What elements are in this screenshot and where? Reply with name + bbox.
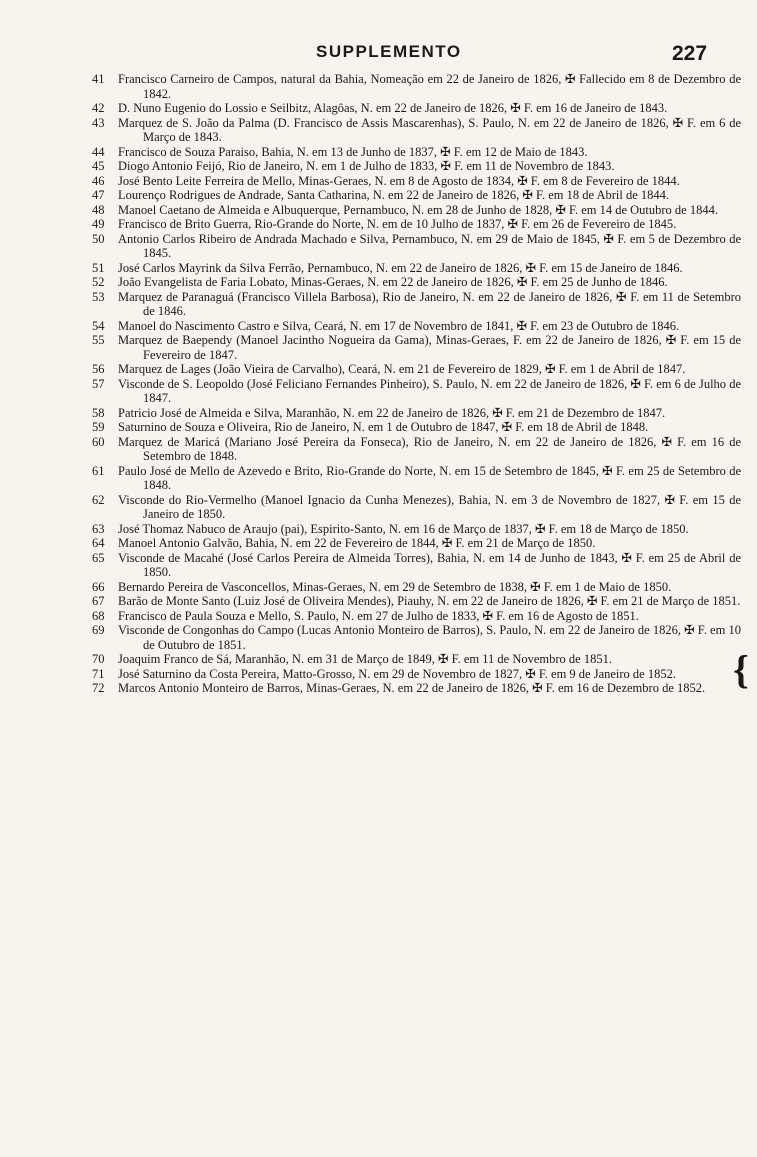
entry-number: 72 [92, 681, 105, 695]
entry-text: Marquez de Baependy (Manoel Jacintho Nogueira da Gama), Minas-Geraes, F. em 22 de Janeiro de 1826, ✠ F. em 15 de Fevereiro de 1847. [118, 333, 741, 362]
entry-number: 52 [92, 275, 105, 289]
entry-number: 41 [92, 72, 105, 86]
entry-number: 68 [92, 608, 105, 623]
entry-text: Barão de Monte Santo (Luiz José de Oliveira Mendes), Piauhy, N. em 22 de Janeiro de 1826, ✠ F. em 21 de Março de 1851. [118, 594, 741, 608]
entry-text: José Thomaz Nabuco de Araujo (pai), Espirito-Santo, N. em 16 de Março de 1837, ✠ F. em 18 de Março de 1850. [118, 521, 689, 536]
entry-text: Visconde de S. Leopoldo (José Feliciano Fernandes Pinheiro), S. Paulo, N. em 22 de Janeiro de 1826, ✠ F. em 6 de Julho de 1847. [118, 376, 741, 405]
list-item [0, 493, 757, 522]
entry-number: 70 [92, 652, 105, 666]
entry-text: Francisco Carneiro de Campos, natural da Bahia, Nomeação em 22 de Janeiro de 1826, ✠ Fallecido em 8 de Dezembro de 1842. [118, 72, 741, 101]
list-item [0, 377, 757, 406]
list-item [0, 101, 757, 116]
entry-number: 71 [92, 666, 105, 681]
entry-text: José Saturnino da Costa Pereira, Matto-Grosso, N. em 29 de Novembro de 1827, ✠ F. em 9 de Janeiro de 1852. [118, 666, 676, 681]
entry-number: 46 [92, 173, 105, 188]
entry-text: Antonio Carlos Ribeiro de Andrada Machado e Silva, Pernambuco, N. em 29 de Maio de 1845, ✠ F. em 5 de Dezembro de 1845. [118, 231, 741, 260]
entry-text: José Carlos Mayrink da Silva Ferrão, Pernambuco, N. em 22 de Janeiro de 1826, ✠ F. em 15 de Janeiro de 1846. [118, 260, 683, 275]
list-item [0, 551, 757, 580]
entry-text: João Evangelista de Faria Lobato, Minas-Geraes, N. em 22 de Janeiro de 1826, ✠ F. em 25 de Junho de 1846. [118, 275, 668, 289]
entry-text: Marquez de Maricá (Mariano José Pereira da Fonseca), Rio de Janeiro, N. em 22 de Janeiro de 1826, ✠ F. em 16 de Setembro de 1848. [118, 434, 741, 463]
entry-number: 55 [92, 333, 105, 347]
list-item [0, 174, 757, 189]
list-item [0, 261, 757, 276]
entry-text: Marquez de Lages (João Vieira de Carvalho), Ceará, N. em 21 de Fevereiro de 1829, ✠ F. em 1 de Abril de 1847. [118, 362, 686, 376]
list-item [0, 333, 757, 362]
list-item [0, 145, 757, 160]
list-item [0, 275, 757, 290]
entry-text: D. Nuno Eugenio do Lossio e Seilbitz, Alagôas, N. em 22 de Janeiro de 1826, ✠ F. em 16 de Janeiro de 1843. [118, 101, 668, 115]
entry-text: Manoel do Nascimento Castro e Silva, Ceará, N. em 17 de Novembro de 1841, ✠ F. em 23 de Outubro de 1846. [118, 318, 680, 333]
entry-text: Saturnino de Souza e Oliveira, Rio de Janeiro, N. em 1 de Outubro de 1847, ✠ F. em 18 de Abril de 1848. [118, 420, 649, 434]
entry-text: Visconde de Congonhas do Campo (Lucas Antonio Monteiro de Barros), S. Paulo, N. em 22 de Janeiro de 1826, ✠ F. em 10 de Outubro de 1851. [118, 623, 741, 652]
entry-text: Diogo Antonio Feijó, Rio de Janeiro, N. em 1 de Julho de 1833, ✠ F. em 11 de Novembro de 1843. [118, 159, 615, 173]
entry-number: 60 [92, 434, 105, 449]
entry-number: 48 [92, 202, 105, 217]
entry-text: Marquez de S. João da Palma (D. Francisco de Assis Mascarenhas), S. Paulo, N. em 22 de Janeiro de 1826, ✠ F. em 6 de Março de 1843. [118, 115, 741, 144]
list-item [0, 290, 757, 319]
list-item [0, 435, 757, 464]
list-item [0, 580, 757, 595]
entry-number: 47 [92, 188, 105, 202]
entry-number: 58 [92, 405, 105, 420]
entry-text: Paulo José de Mello de Azevedo e Brito, Rio-Grande do Norte, N. em 15 de Setembro de 1845, ✠ F. em 25 de Setembro de 1848. [118, 463, 741, 492]
entry-text: Bernardo Pereira de Vasconcellos, Minas-Geraes, N. em 29 de Setembro de 1838, ✠ F. em 1 de Maio de 1850. [118, 579, 672, 594]
entry-number: 53 [92, 289, 105, 304]
entry-number: 56 [92, 362, 105, 376]
entry-text: Francisco de Souza Paraiso, Bahia, N. em 13 de Junho de 1837, ✠ F. em 12 de Maio de 1843. [118, 144, 588, 159]
list-item [0, 116, 757, 145]
entry-number: 66 [92, 579, 105, 594]
list-item [0, 420, 757, 435]
entry-number: 62 [92, 492, 105, 507]
page-title: SUPPLEMENTO [316, 42, 462, 61]
list-item [0, 406, 757, 421]
entry-text: Francisco de Brito Guerra, Rio-Grande do Norte, N. em de 10 Julho de 1837, ✠ F. em 26 de Fevereiro de 1845. [118, 217, 677, 231]
list-item [0, 188, 757, 203]
entry-number: 61 [92, 463, 105, 478]
list-item [0, 623, 757, 652]
entry-number: 64 [92, 536, 105, 550]
list-item [0, 362, 757, 377]
list-item [0, 217, 757, 232]
entry-text: Marquez de Paranaguá (Francisco Villela Barbosa), Rio de Janeiro, N. em 22 de Janeiro de 1826, ✠ F. em 11 de Setembro de 1846. [118, 289, 741, 318]
entry-number: 59 [92, 420, 105, 434]
entry-number: 45 [92, 159, 105, 173]
entry-number: 50 [92, 231, 105, 246]
entry-number: 43 [92, 115, 105, 130]
entry-text: José Bento Leite Ferreira de Mello, Minas-Geraes, N. em 8 de Agosto de 1834, ✠ F. em 8 de Fevereiro de 1844. [118, 173, 680, 188]
entry-text: Patricio José de Almeida e Silva, Maranhão, N. em 22 de Janeiro de 1826, ✠ F. em 21 de Dezembro de 1847. [118, 405, 666, 420]
entry-number: 54 [92, 318, 105, 333]
entry-text: Francisco de Paula Souza e Mello, S. Paulo, N. em 27 de Julho de 1833, ✠ F. em 16 de Agosto de 1851. [118, 608, 639, 623]
entry-number: 44 [92, 144, 105, 159]
list-item [0, 319, 757, 334]
entry-number: 65 [92, 550, 105, 565]
list-item [0, 232, 757, 261]
entry-text: Marcos Antonio Monteiro de Barros, Minas-Geraes, N. em 22 de Janeiro de 1826, ✠ F. em 16 de Dezembro de 1852. [118, 681, 706, 695]
entry-number: 49 [92, 217, 105, 231]
entry-list [0, 72, 757, 696]
margin-bracket-mark: { [733, 647, 749, 692]
list-item [0, 536, 757, 551]
list-item [0, 667, 757, 682]
entry-text: Lourenço Rodrigues de Andrade, Santa Catharina, N. em 22 de Janeiro de 1826, ✠ F. em 18 de Abril de 1844. [118, 188, 670, 202]
entry-number: 42 [92, 101, 105, 115]
entry-text: Visconde do Rio-Vermelho (Manoel Ignacio da Cunha Menezes), Bahia, N. em 3 de Novembro de 1827, ✠ F. em 15 de Janeiro de 1850. [118, 492, 741, 521]
entry-number: 69 [92, 623, 105, 637]
list-item [0, 159, 757, 174]
entry-number: 67 [92, 594, 105, 608]
page-number: 227 [672, 42, 708, 65]
list-item [0, 203, 757, 218]
entry-text: Manoel Caetano de Almeida e Albuquerque, Pernambuco, N. em 28 de Junho de 1828, ✠ F. em 14 de Outubro de 1844. [118, 202, 718, 217]
list-item [0, 72, 757, 101]
entry-number: 57 [92, 376, 105, 391]
list-item [0, 609, 757, 624]
entry-number: 63 [92, 521, 105, 536]
list-item [0, 594, 757, 609]
entry-text: Joaquim Franco de Sá, Maranhão, N. em 31 de Março de 1849, ✠ F. em 11 de Novembro de 1851. [118, 652, 612, 666]
entry-text: Manoel Antonio Galvão, Bahia, N. em 22 de Fevereiro de 1844, ✠ F. em 21 de Março de 1850. [118, 536, 596, 550]
list-item [0, 652, 757, 667]
list-item [0, 681, 757, 696]
entry-number: 51 [92, 260, 105, 275]
list-item [0, 464, 757, 493]
page-header [0, 38, 757, 68]
list-item [0, 522, 757, 537]
entry-text: Visconde de Macahé (José Carlos Pereira de Almeida Torres), Bahia, N. em 14 de Junho de 1843, ✠ F. em 25 de Abril de 1850. [118, 550, 741, 579]
